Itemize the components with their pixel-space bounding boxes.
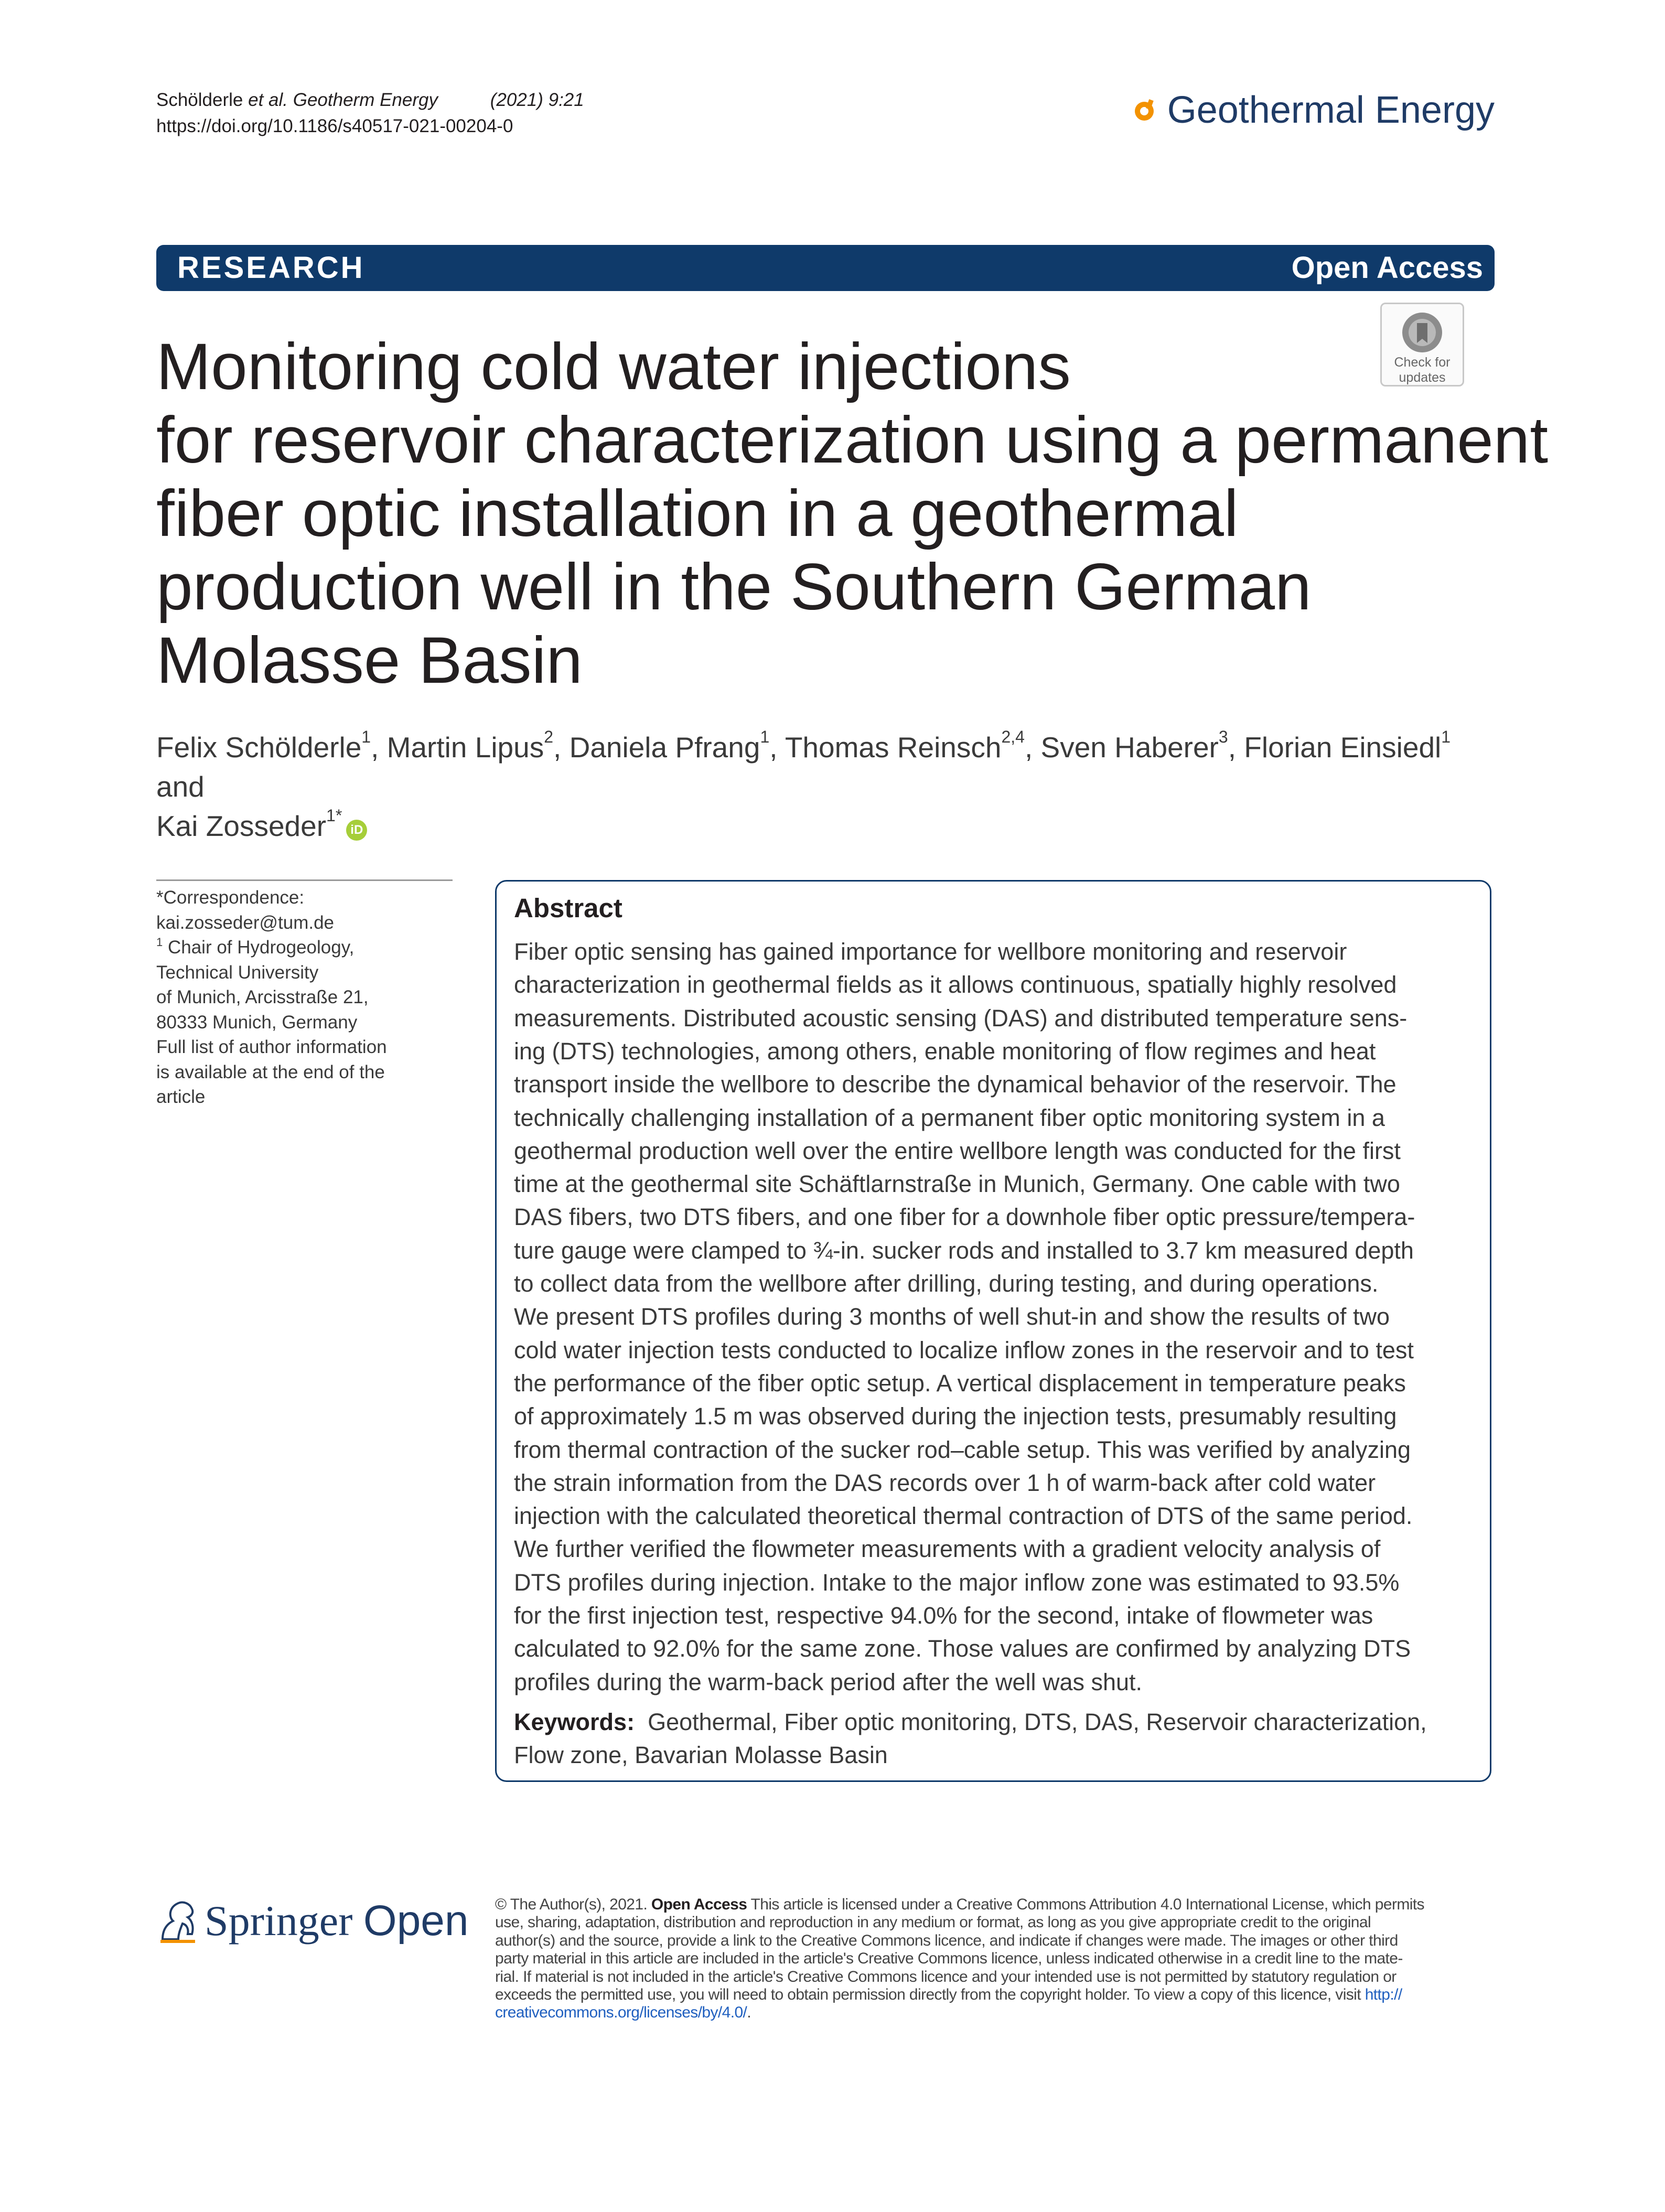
open-access-logo-icon (1132, 98, 1157, 123)
abstract-line: transport inside the wellbore to describe the dynamical behavior of the reservoir. The (514, 1071, 1397, 1098)
citation-journal: et al. Geotherm Energy (248, 90, 438, 110)
abstract-line: cold water injection tests conducted to localize inflow zones in the reservoir and to test (514, 1336, 1414, 1363)
springer-open-logo[interactable] (157, 1897, 469, 1945)
abstract-line: ing (DTS) technologies, among others, enable monitoring of flow regimes and heat (514, 1037, 1376, 1065)
abstract-line: measurements. Distributed acoustic sensing (DAS) and distributed temperature sens- (514, 1004, 1408, 1032)
author-name: Martin Lipus (386, 731, 544, 764)
correspondence-label: *Correspondence: (156, 887, 305, 908)
license-open-access: Open Access (651, 1896, 747, 1913)
abstract-line: injection with the calculated theoretical thermal contraction of DTS of the same period. (514, 1502, 1413, 1530)
abstract-line: profiles during the warm-back period after the well was shut. (514, 1668, 1143, 1695)
journal-brand-name: Geothermal Energy (1167, 89, 1495, 131)
check-updates-line1: Check for (1394, 355, 1451, 370)
license-end: . (747, 2004, 751, 2022)
license-text: exceeds the permitted use, you will need to obtain permission directly from the copyright holder. To view a copy of this licence, visit (495, 1986, 1365, 2004)
open-word: Open (363, 1897, 469, 1945)
author-affiliation: 2 (544, 727, 554, 746)
article-type: RESEARCH (177, 251, 365, 285)
abstract-line: to collect data from the wellbore after drilling, during testing, and during operations. (514, 1270, 1379, 1297)
affiliation-line (156, 935, 450, 960)
springer-word: Springer (205, 1897, 353, 1945)
title-line: Monitoring cold water injections (156, 330, 1071, 403)
title-line: fiber optic installation in a geothermal (156, 477, 1239, 550)
abstract-line: calculated to 92.0% for the same zone. Those values are confirmed by analyzing DTS (514, 1635, 1411, 1662)
license-line (495, 1986, 1494, 2004)
author-info-note: article (156, 1087, 206, 1107)
keywords-line: Flow zone, Bavarian Molasse Basin (514, 1742, 888, 1768)
abstract-line: of approximately 1.5 m was observed during the injection tests, presumably resulting (514, 1403, 1397, 1430)
abstract-line: DTS profiles during injection. Intake to the major inflow zone was estimated to 93.5% (514, 1569, 1400, 1596)
license-link[interactable]: http:// (1365, 1986, 1402, 2004)
article-type-banner (156, 245, 1495, 291)
author-affiliation: 1 (760, 727, 770, 746)
license-line: use, sharing, adaptation, distribution and reproduction in any medium or format, as long as you give appropriate credit to the original (495, 1914, 1371, 1931)
abstract-line: We further verified the flowmeter measurements with a gradient velocity analysis of (514, 1535, 1381, 1563)
affiliation-line: of Munich, Arcisstraße 21, (156, 987, 369, 1007)
orcid-icon[interactable]: iD (346, 820, 367, 841)
correspondence-email[interactable]: kai.zosseder@tum.de (156, 912, 335, 933)
license-line (495, 2004, 1494, 2022)
article-title (156, 330, 1549, 697)
abstract-line: ture gauge were clamped to ¾-in. sucker rods and installed to 3.7 km measured depth (514, 1237, 1414, 1264)
citation-author: Schölderle (156, 90, 243, 110)
springer-horse-icon (157, 1897, 199, 1945)
check-updates-line2: updates (1399, 370, 1446, 385)
journal-citation (156, 88, 584, 112)
keywords-line (514, 1705, 1427, 1738)
author-name: Daniela Pfrang (569, 731, 760, 764)
abstract-line: the strain information from the DAS records over 1 h of warm-back after cold water (514, 1469, 1376, 1496)
author-affiliation: 1 (1441, 727, 1451, 746)
abstract-heading: Abstract (514, 893, 622, 923)
affiliation-line: 80333 Munich, Germany (156, 1012, 358, 1033)
springer-open-name (205, 1897, 469, 1945)
citation-year: (2021) 9:21 (490, 90, 584, 110)
license-statement (495, 1896, 1494, 2022)
license-line (495, 1896, 1494, 1914)
author-affiliation: 1* (326, 806, 342, 825)
license-line: author(s) and the source, provide a link to the Creative Commons licence, and indicate if changes were made. The images or other third (495, 1931, 1398, 1949)
title-line: for reservoir characterization using a permanent (156, 404, 1549, 477)
title-line: production well in the Southern German (156, 551, 1312, 624)
keywords-label: Keywords: (514, 1709, 635, 1735)
abstract-line: time at the geothermal site Schäftlarnstraße in Munich, Germany. One cable with two (514, 1171, 1400, 1198)
license-line: party material in this article are included in the article's Creative Commons licence, unless indicated otherwise in a credit line to the mate- (495, 1950, 1403, 1968)
license-copyright: © The Author(s), 2021. (495, 1896, 651, 1913)
abstract-line: Fiber optic sensing has gained importance for wellbore monitoring and reservoir (514, 938, 1347, 965)
keywords-text: Geothermal, Fiber optic monitoring, DTS, DAS, Reservoir characterization, (648, 1709, 1427, 1735)
license-text: This article is licensed under a Creative Commons Attribution 4.0 International License, which permits (747, 1896, 1424, 1913)
correspondence-block (156, 885, 450, 1110)
abstract-line: from thermal contraction of the sucker rod–cable setup. This was verified by analyzing (514, 1436, 1411, 1463)
author-affiliation: 2,4 (1001, 727, 1025, 746)
author-info-note: is available at the end of the (156, 1061, 385, 1082)
affiliation-text: Chair of Hydrogeology, (163, 937, 355, 958)
author-name: Thomas Reinsch (785, 731, 1002, 764)
abstract-line: DAS fibers, two DTS fibers, and one fiber for a downhole fiber optic pressure/tempera- (514, 1204, 1415, 1231)
author-list: Felix Schölderle$^1$, Martin Lipus$^2$, Daniela Pfrang$^1$, Thomas Reinsch$^{2,4}$, Sven Haberer$^3$, Florian Einsiedl$^1$ and Kai Zosseder$^{1*}$iD (156, 727, 1451, 842)
license-line: rial. If material is not included in the article's Creative Commons licence and your intended use is not permitted by statutory regulation or (495, 1968, 1397, 1985)
author-name: Sven Haberer (1040, 731, 1219, 764)
doi-link[interactable]: https://doi.org/10.1186/s40517-021-00204-0 (156, 116, 513, 136)
abstract-line: geothermal production well over the entire wellbore length was conducted for the first (514, 1137, 1401, 1164)
abstract-line: characterization in geothermal fields as it allows continuous, spatially highly resolved (514, 971, 1397, 998)
abstract-line: We present DTS profiles during 3 months of well shut-in and show the results of two (514, 1303, 1390, 1330)
abstract-line: for the first injection test, respective 94.0% for the second, intake of flowmeter was (514, 1602, 1373, 1629)
side-divider (156, 879, 453, 881)
abstract-line: the performance of the fiber optic setup. A vertical displacement in temperature peaks (514, 1369, 1406, 1397)
open-access-label: Open Access (1291, 251, 1483, 285)
author-name: Kai Zosseder (156, 810, 327, 842)
author-conjunction: and (156, 770, 205, 803)
author-affiliation: 1 (361, 727, 371, 746)
author-affiliation: 3 (1218, 727, 1228, 746)
title-line: Molasse Basin (156, 624, 583, 697)
abstract-line: technically challenging installation of a permanent fiber optic monitoring system in a (514, 1104, 1385, 1131)
license-link[interactable]: creativecommons.org/licenses/by/4.0/ (495, 2004, 747, 2022)
author-name: Felix Schölderle (156, 731, 362, 764)
affiliation-line: Technical University (156, 962, 319, 983)
journal-brand[interactable] (1132, 89, 1495, 131)
affiliation-number: 1 (156, 936, 163, 949)
author-info-note: Full list of author information (156, 1037, 387, 1057)
author-name: Florian Einsiedl (1244, 731, 1442, 764)
